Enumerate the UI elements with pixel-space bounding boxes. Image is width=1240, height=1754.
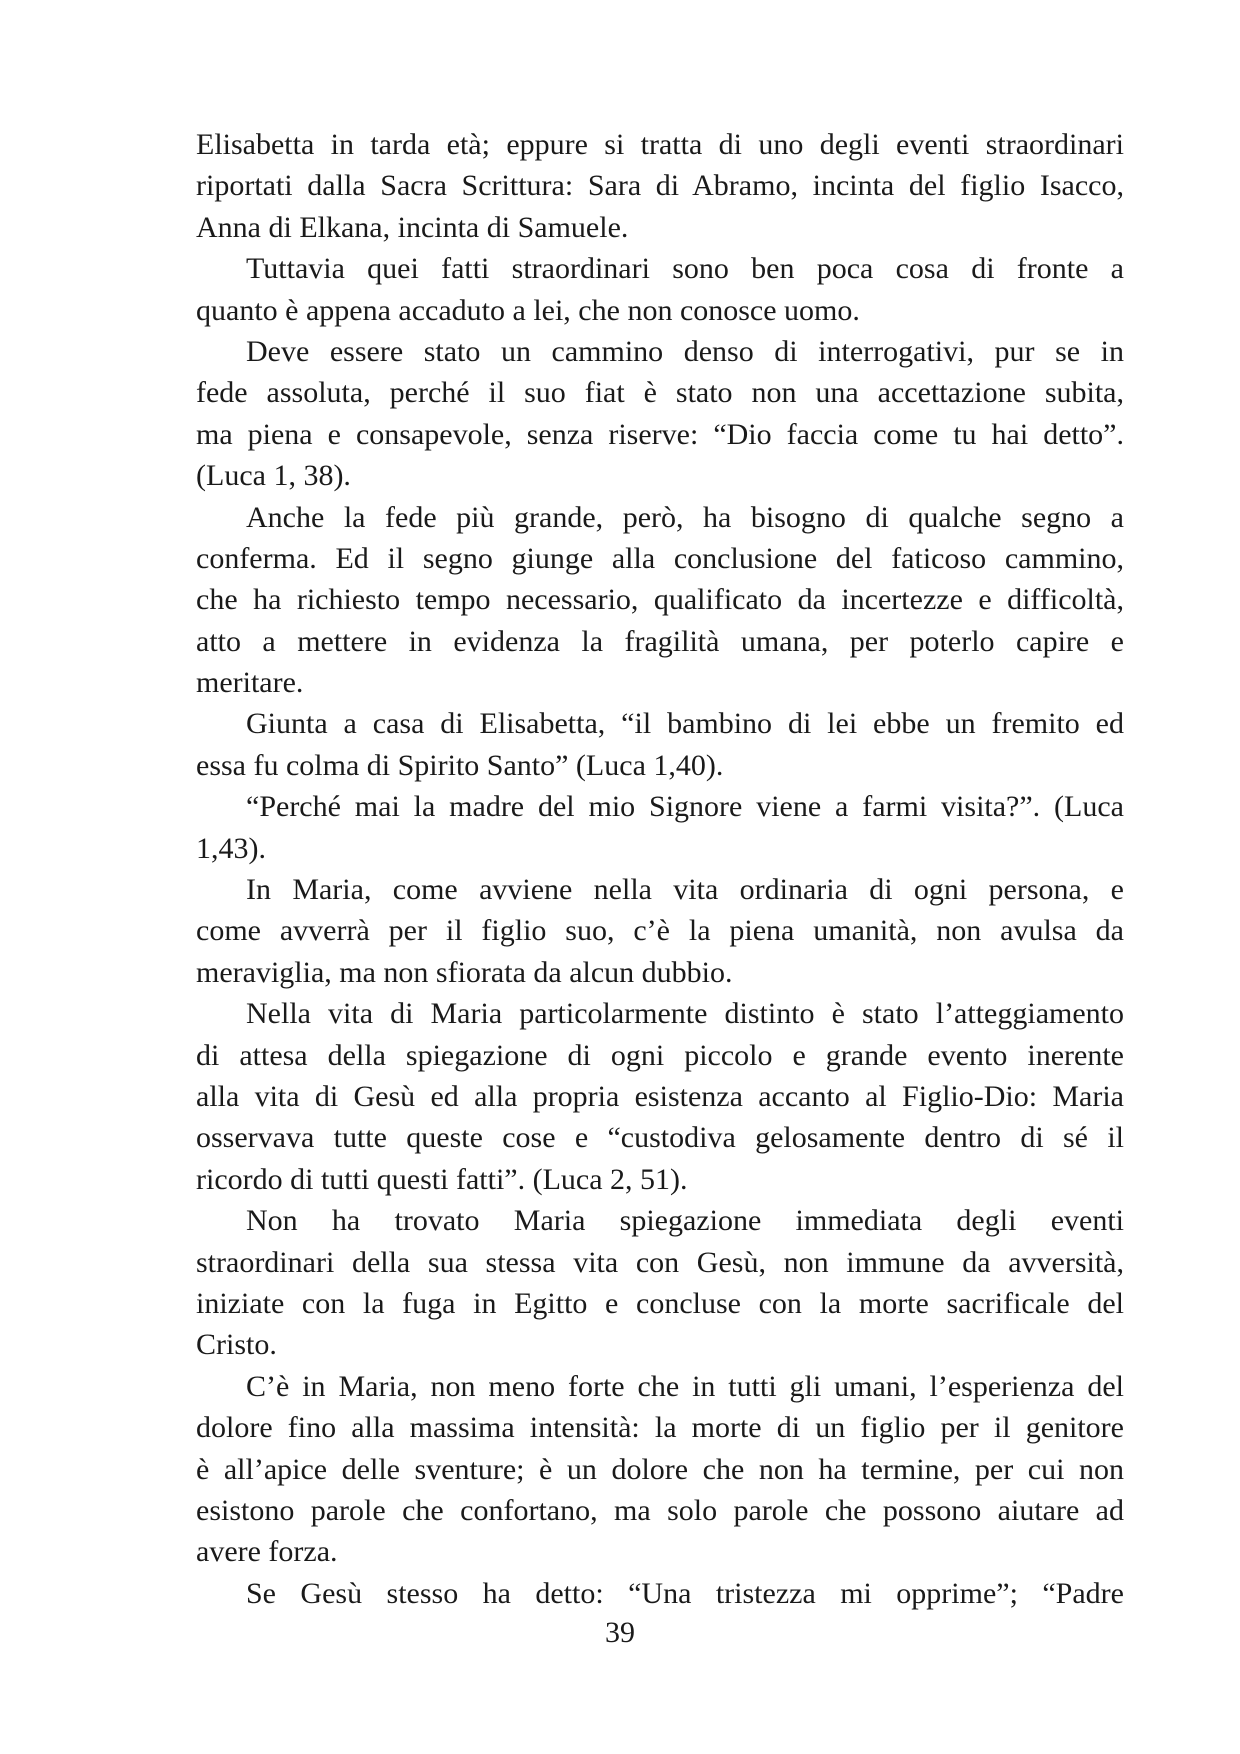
page-number: 39 bbox=[605, 1616, 635, 1649]
paragraph bbox=[196, 1200, 1124, 1366]
text-line: Se Gesù stesso ha detto: “Una tristezza mi opprime”; “Padre bbox=[246, 1576, 1124, 1610]
paragraph bbox=[196, 497, 1124, 704]
text-line: è all’apice delle sventure; è un dolore che non ha termine, per cui non bbox=[196, 1452, 1124, 1486]
text-line: meritare. bbox=[196, 666, 304, 700]
text-line: alla vita di Gesù ed alla propria esistenza accanto al Figlio-Dio: Maria bbox=[196, 1079, 1124, 1113]
text-line: Anna di Elkana, incinta di Samuele. bbox=[196, 210, 629, 244]
text-line: dolore fino alla massima intensità: la morte di un figlio per il genitore bbox=[196, 1411, 1124, 1445]
text-line: Nella vita di Maria particolarmente distinto è stato l’atteggiamento bbox=[246, 997, 1124, 1031]
paragraph bbox=[196, 1573, 1124, 1614]
text-line: C’è in Maria, non meno forte che in tutti gli umani, l’esperienza del bbox=[246, 1369, 1124, 1403]
paragraph bbox=[196, 786, 1124, 869]
text-line: Giunta a casa di Elisabetta, “il bambino di lei ebbe un fremito ed bbox=[246, 707, 1124, 741]
paragraph bbox=[196, 124, 1124, 248]
body-text bbox=[196, 124, 1124, 1614]
text-line: 1,43). bbox=[196, 831, 266, 865]
text-line: Non ha trovato Maria spiegazione immediata degli eventi bbox=[246, 1204, 1124, 1238]
text-line: “Perché mai la madre del mio Signore viene a farmi visita?”. (Luca bbox=[246, 790, 1124, 824]
paragraph bbox=[196, 993, 1124, 1200]
text-line: osservava tutte queste cose e “custodiva gelosamente dentro di sé il bbox=[196, 1121, 1124, 1155]
text-line: come avverrà per il figlio suo, c’è la piena umanità, non avulsa da bbox=[196, 914, 1124, 948]
text-line: ricordo di tutti questi fatti”. (Luca 2, 51). bbox=[196, 1162, 688, 1196]
text-line: esistono parole che confortano, ma solo parole che possono aiutare ad bbox=[196, 1493, 1124, 1527]
text-line: essa fu colma di Spirito Santo” (Luca 1,40). bbox=[196, 748, 724, 782]
text-line: che ha richiesto tempo necessario, qualificato da incertezze e difficoltà, bbox=[196, 583, 1124, 617]
text-line: riportati dalla Sacra Scrittura: Sara di Abramo, incinta del figlio Isacco, bbox=[196, 169, 1124, 203]
paragraph bbox=[196, 331, 1124, 497]
paragraph bbox=[196, 703, 1124, 786]
text-line: conferma. Ed il segno giunge alla conclusione del faticoso cammino, bbox=[196, 541, 1124, 575]
paragraph bbox=[196, 248, 1124, 331]
text-line: avere forza. bbox=[196, 1535, 338, 1569]
text-line: iniziate con la fuga in Egitto e concluse con la morte sacrificale del bbox=[196, 1286, 1124, 1320]
text-line: di attesa della spiegazione di ogni piccolo e grande evento inerente bbox=[196, 1038, 1124, 1072]
paragraph bbox=[196, 869, 1124, 993]
text-line: Elisabetta in tarda età; eppure si tratta di uno degli eventi straordinari bbox=[196, 128, 1124, 161]
text-line: In Maria, come avviene nella vita ordinaria di ogni persona, e bbox=[246, 873, 1124, 907]
text-line: quanto è appena accaduto a lei, che non conosce uomo. bbox=[196, 293, 860, 327]
text-line: atto a mettere in evidenza la fragilità umana, per poterlo capire e bbox=[196, 624, 1124, 658]
text-line: straordinari della sua stessa vita con Gesù, non immune da avversità, bbox=[196, 1245, 1124, 1279]
text-line: Anche la fede più grande, però, ha bisogno di qualche segno a bbox=[246, 500, 1124, 534]
text-line: Cristo. bbox=[196, 1328, 277, 1362]
text-line: meraviglia, ma non sfiorata da alcun dubbio. bbox=[196, 955, 733, 989]
paragraph bbox=[196, 1366, 1124, 1573]
text-line: fede assoluta, perché il suo fiat è stato non una accettazione subita, bbox=[196, 376, 1124, 410]
text-line: ma piena e consapevole, senza riserve: “Dio faccia come tu hai detto”. bbox=[196, 417, 1124, 451]
text-line: Deve essere stato un cammino denso di interrogativi, pur se in bbox=[246, 334, 1124, 368]
text-line: Tuttavia quei fatti straordinari sono ben poca cosa di fronte a bbox=[246, 252, 1124, 286]
text-line: (Luca 1, 38). bbox=[196, 459, 351, 493]
